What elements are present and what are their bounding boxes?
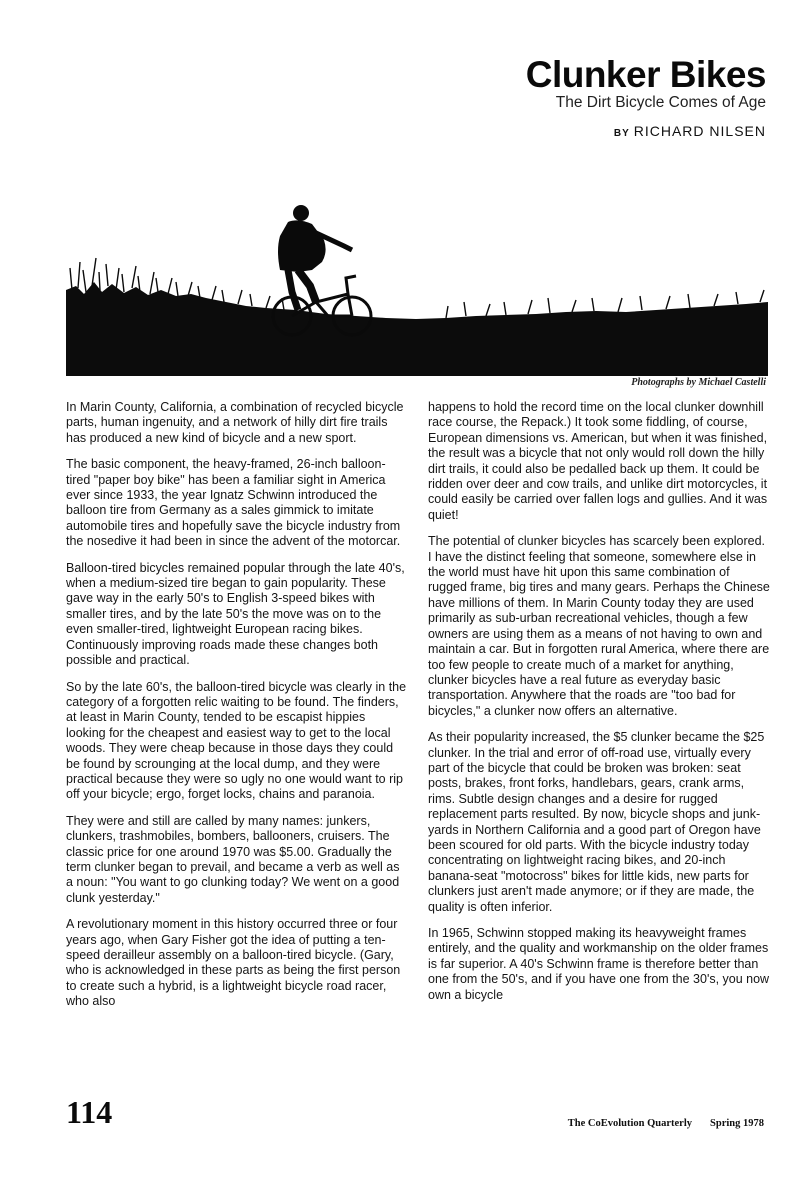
issue-date: Spring 1978 bbox=[710, 1118, 764, 1129]
article-subtitle: The Dirt Bicycle Comes of Age bbox=[555, 94, 766, 111]
paragraph: happens to hold the record time on the local clunker downhill race course, the Repack.) It took some fiddling, of course, European dimensions vs. American, but when it was finished, the result was a bicycle that not only would roll down the hilly dirt trails, it could also be pedalled back up them. It could be ridden over deer and cow trails, and unlike dirt motorcycles, it could easily be carried over fallen logs and gullies. And it was quiet! bbox=[428, 400, 768, 522]
byline bbox=[614, 123, 766, 139]
paragraph: A revolutionary moment in this history occurred three or four years ago, when Gary Fisher got the idea of putting a ten-speed derailleur assembly on a balloon-tired bicycle. (Gary, who is acknowledged in these parts as being the first person to create such a hybrid, is a lightweight bicycle road racer, who also bbox=[66, 917, 401, 1009]
paragraph: The potential of clunker bicycles has scarcely been explored. I have the distinct feeling that someone, somewhere else in the world must have hit upon this same combination of rugged frame, big tires and many gears. Perhaps the Chinese have millions of them. In Marin County today they are used primarily as sub-urban recreational vehicles, though a few owners are using them as a means of not having to own and maintain a car. But in forgotten rural America, where there are too few people to create much of a market for anything, clunker bicycles have a real future as everyday basic transportation. Anywhere that the roads are "too bad for bicycles," a clunker now offers an alternative. bbox=[428, 534, 770, 718]
page-number: 114 bbox=[66, 1094, 113, 1130]
author-name: RICHARD NILSEN bbox=[633, 123, 766, 139]
paragraph: Balloon-tired bicycles remained popular through the late 40's, when a medium-sized tire began to gain popularity. These gave way in the early 50's to English 3-speed bikes with smaller tires, and by the late 50's the move was on to the even smaller-tired, lightweight European racing bikes. Continuously improving roads made these changes both possible and practical. bbox=[66, 560, 405, 668]
publication-name: The CoEvolution Quarterly bbox=[567, 1118, 693, 1129]
paragraph: In 1965, Schwinn stopped making its heavyweight frames entirely, and the quality and workmanship on the older frames is far superior. A 40's Schwinn frame is therefore better than one from the 50's, and if you have one from the 30's, you now own a bicycle bbox=[428, 926, 770, 1002]
article-title: Clunker Bikes bbox=[525, 54, 766, 95]
paragraph: As their popularity increased, the $5 clunker became the $25 clunker. In the trial and error of off-road use, virtually every part of the bicycle that could be broken was broken: seat posts, brakes, front forks, handlebars, gears, crank arms, rims. Subtle design changes and a desire for rugged replacement parts resulted. By now, bicycle shops and junk-yards in Northern California and a good part of Oregon have been scoured for old parts. With the bicycle industry today concentrating on lightweight racing bikes, and 20-inch banana-seat "motocross" bikes for little kids, new parts for clunkers just aren't made anymore; or if they are made, the quality is often inferior. bbox=[428, 730, 765, 914]
article-column-right bbox=[428, 400, 770, 1014]
paragraph: In Marin County, California, a combination of recycled bicycle parts, human ingenuity, and a network of hilly dirt fire trails has produced a new kind of bicycle and a new sport. bbox=[66, 400, 404, 445]
paragraph: So by the late 60's, the balloon-tired bicycle was clearly in the category of a forgotten relic waiting to be found. The finders, at least in Marin County, tended to be escapist hippies looking for the cheapest and easiest way to get to the local woods. They were cheap because in those days they could be found by scrounging at the local dump, and they were practical because they were so ugly no one would want to rip off your bicycle; ergo, forget locks, chains and paranoia. bbox=[66, 679, 407, 802]
photo-credit: Photographs by Michael Castelli bbox=[631, 377, 766, 388]
paragraph: The basic component, the heavy-framed, 26-inch balloon-tired "paper boy bike" has been a familiar sight in America ever since 1933, the year Ignatz Schwinn introduced the balloon tire from Germany as a sales gimmick to imitate automobile tires and hopefully save the bicycle industry from the nosedive it had been in since the advent of the motorcar. bbox=[66, 457, 401, 549]
cyclist-silhouette-photo bbox=[66, 198, 768, 376]
paragraph: They were and still are called by many names: junkers, clunkers, trashmobiles, bombers, ballooners, cruisers. The classic price for one around 1970 was $5.00. Gradually the term clunker began to prevail, and became a verb as well as a noun: "You want to go clunking today? We went on a good clunk yesterday." bbox=[66, 813, 400, 905]
publication-footer bbox=[568, 1118, 764, 1129]
article-column-left bbox=[66, 400, 408, 1021]
byline-by: BY bbox=[613, 128, 630, 139]
